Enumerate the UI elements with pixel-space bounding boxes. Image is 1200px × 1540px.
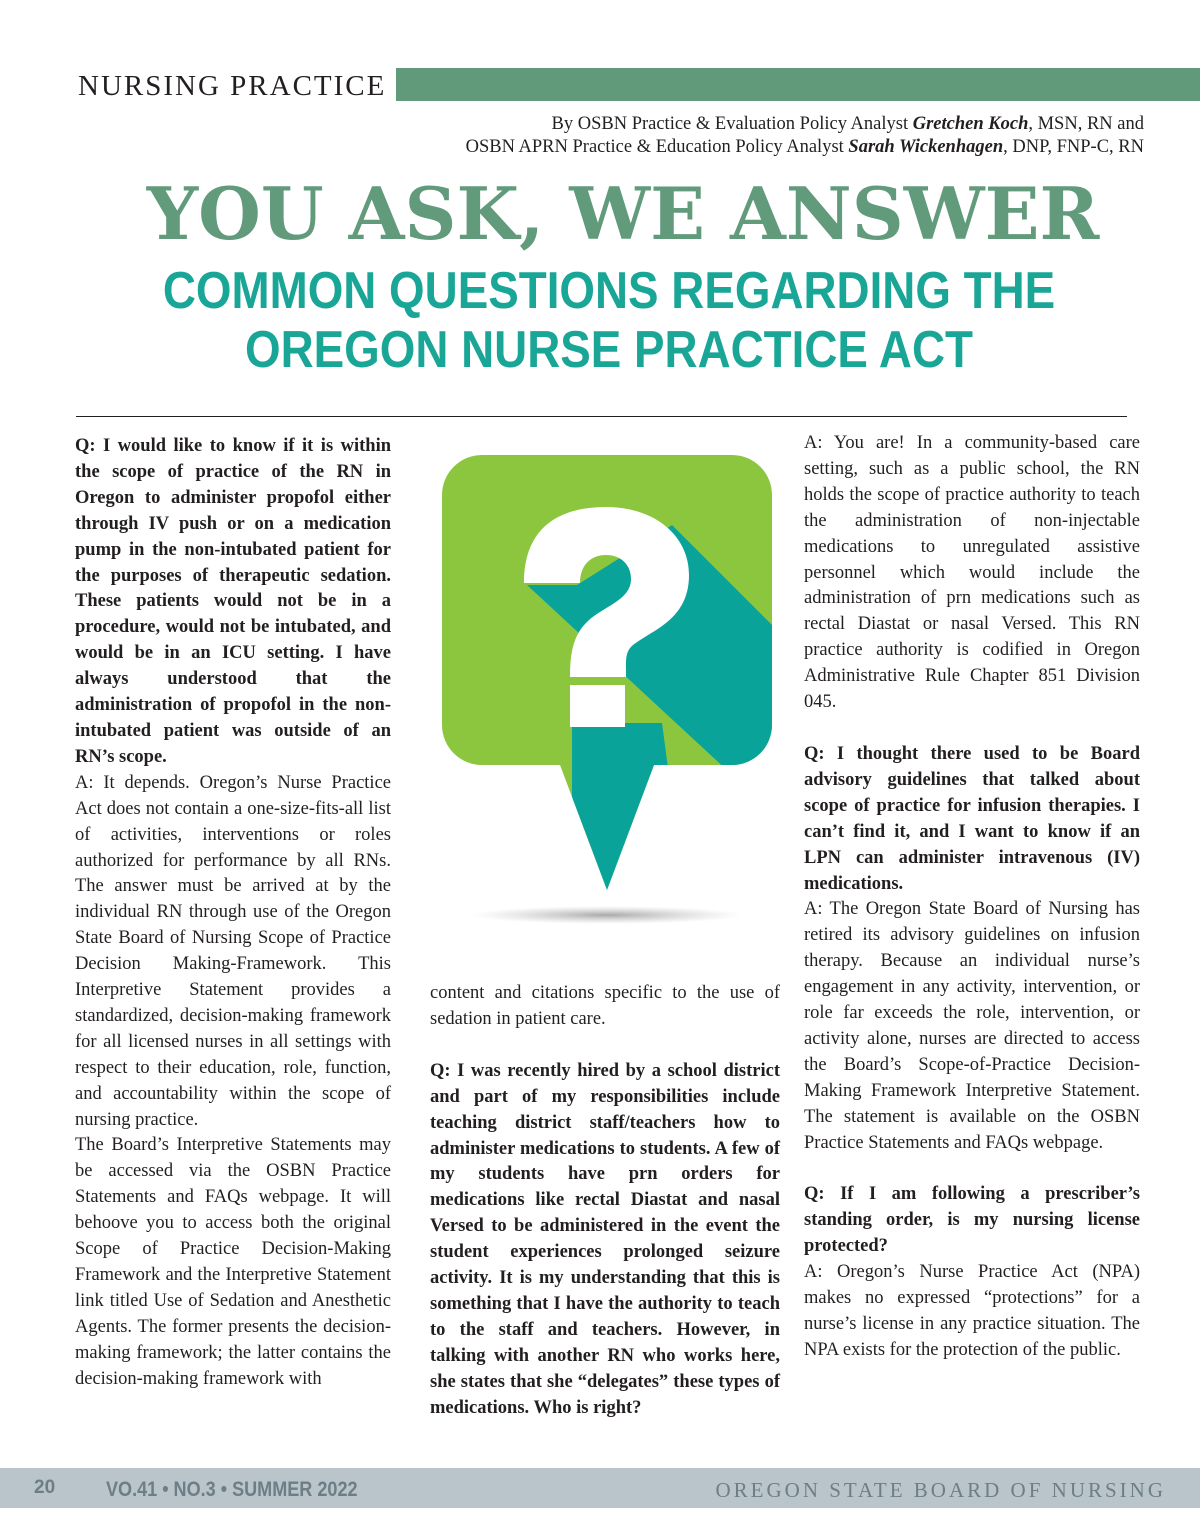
drop-shadow xyxy=(472,906,742,924)
title-divider xyxy=(76,416,1127,417)
subtitle-line-1: COMMON QUESTIONS REGARDING THE xyxy=(162,262,1056,320)
page-number: 20 xyxy=(34,1477,56,1498)
byline-role-2: OSBN APRN Practice & Education Policy Analyst xyxy=(465,137,849,157)
question-bubble-icon xyxy=(442,455,772,935)
byline-role-1: By OSBN Practice & Evaluation Policy Analyst xyxy=(551,114,913,134)
middle-column xyxy=(430,981,780,1422)
right-column xyxy=(804,431,1140,1364)
author-credentials-1: , MSN, RN and xyxy=(1028,114,1144,134)
author-name-1: Gretchen Koch xyxy=(912,114,1029,134)
byline-line-1 xyxy=(466,113,1144,136)
question-mark-dot xyxy=(570,685,625,727)
question-bubble-graphic xyxy=(442,455,772,935)
paragraph-gap xyxy=(804,1156,1140,1182)
question-4: Q: If I am following a prescriber’s standing order, is my nursing license protected? xyxy=(804,1184,1140,1257)
paragraph-gap xyxy=(804,716,1140,742)
article-subtitle xyxy=(73,262,1145,380)
question-1: Q: I would like to know if it is within the scope of practice of the RN in Oregon to administer propofol either through IV push or on a medication pump in the non-intubated patient for the purposes of therapeutic sedation. These patients would not be in a procedure, would not be intubated, and would be in an ICU setting. I have always understood that the administration of propofol in the non-intubated patient was outside of an RN’s scope. xyxy=(75,436,391,767)
answer-2: A: You are! In a community-based care setting, such as a public school, the RN holds the scope of practice authority to teach the administration of non-injectable medications to unregulated assistive personnel which would include the administration of prn medications such as rectal Diastat or nasal Versed. This RN practice authority is codified in Oregon Administrative Rule Chapter 851 Division 045. xyxy=(804,433,1140,713)
byline-line-2 xyxy=(466,136,1144,159)
section-label: NURSING PRACTICE xyxy=(78,70,387,102)
answer-1-continued: content and citations specific to the use of sedation in patient care. xyxy=(430,983,780,1029)
section-header-bar xyxy=(396,68,1200,101)
issue-info: VO.41 • NO.3 • SUMMER 2022 xyxy=(106,1478,358,1501)
author-credentials-2: , DNP, FNP-C, RN xyxy=(1003,137,1144,157)
article-title: YOU ASK, WE ANSWER xyxy=(146,171,1100,256)
answer-3: A: The Oregon State Board of Nursing has retired its advisory guidelines on infusion therapy. Because an individual nurse’s engagement in any activity, intervention, or role far exceeds the role, intervention, or activity alone, nurses are directed to access the Board’s Scope-of-Practice Decision-Making Framework Interpretive Statement. The statement is available on the OSBN Practice Statements and FAQs webpage. xyxy=(804,899,1140,1153)
answer-4: A: Oregon’s Nurse Practice Act (NPA) makes no expressed “protections” for a nurse’s license in any practice situation. The NPA exists for the protection of the public. xyxy=(804,1262,1140,1360)
question-3: Q: I thought there used to be Board advisory guidelines that talked about scope of practice for infusion therapies. I can’t find it, and I want to know if an LPN can administer intravenous (IV) medications. xyxy=(804,743,1140,894)
paragraph-gap xyxy=(430,1033,780,1059)
answer-1-paragraph-1: A: It depends. Oregon’s Nurse Practice Act does not contain a one-size-fits-all list of activities, interventions or roles authorized for performance by all RNs. The answer must be arrived at by the individual RN through use of the Oregon State Board of Nursing Scope of Practice Decision Making-Framework. This Interpretive Statement provides a standardized, decision-making framework for all licensed nurses in all settings with respect to their education, role, function, and accountability within the scope of nursing practice. xyxy=(75,772,391,1130)
author-name-2: Sarah Wickenhagen xyxy=(848,137,1004,157)
byline xyxy=(466,113,1144,159)
left-column xyxy=(75,434,391,1393)
answer-1-paragraph-2: The Board’s Interpretive Statements may be accessed via the OSBN Practice Statements and FAQs webpage. It will behoove you to access both the original Scope of Practice Decision-Making Framework and the Interpretive Statement link titled Use of Sedation and Anesthetic Agents. The former presents the decision-making framework; the latter contains the decision-making framework with xyxy=(75,1135,391,1389)
subtitle-line-2: OREGON NURSE PRACTICE ACT xyxy=(245,321,973,379)
question-2: Q: I was recently hired by a school district and part of my responsibilities include teaching district staff/teachers how to administer medications to students. A few of my students have prn orders for medications like rectal Diastat and nasal Versed to be administered in the event the student experiences prolonged seizure activity. It is my understanding that this is something that I have the authority to teach to the staff and teachers. However, in talking with another RN who works here, she states that she “delegates” these types of medications. Who is right? xyxy=(430,1060,780,1418)
organization-name: OREGON STATE BOARD OF NURSING xyxy=(715,1478,1166,1502)
